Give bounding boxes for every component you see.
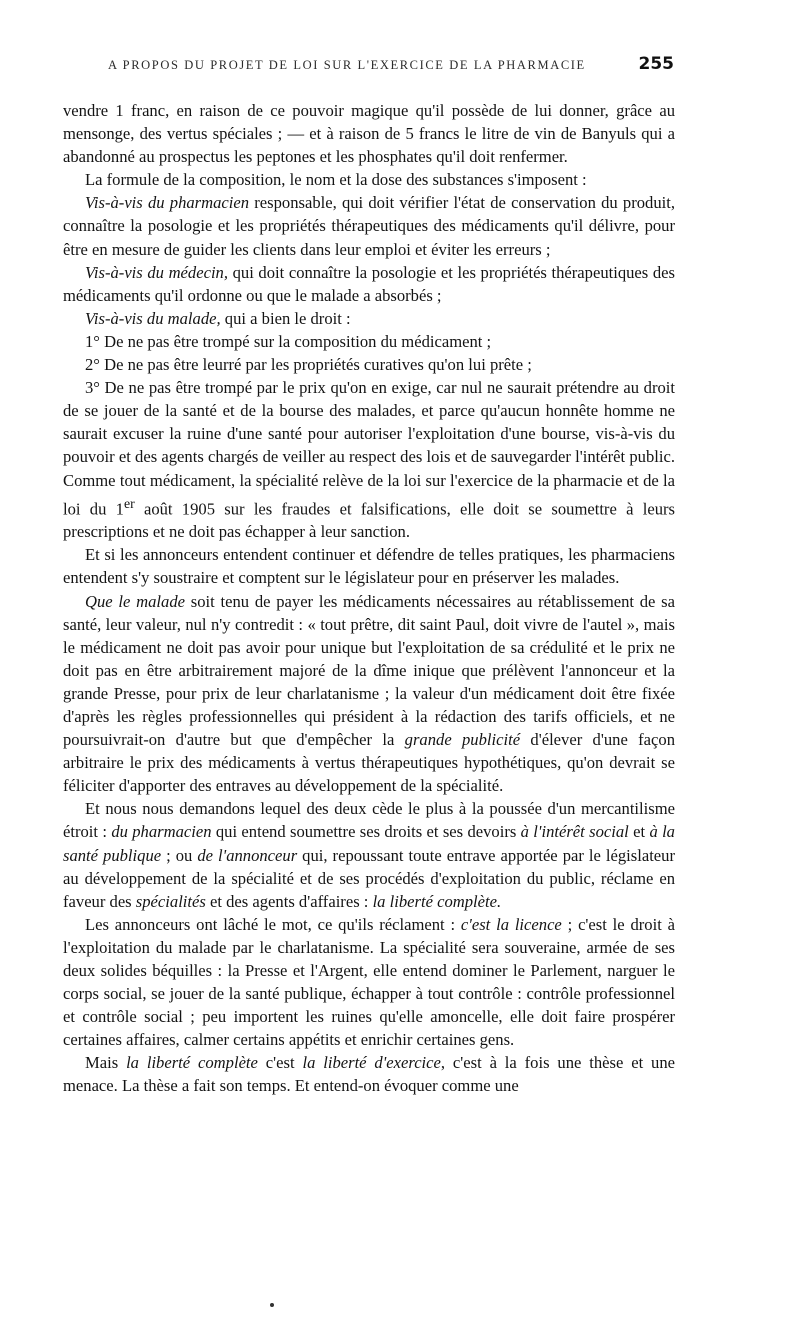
paragraph-licence [63, 913, 675, 1052]
emphasis: spécialités [135, 891, 206, 911]
emphasis: Vis-à-vis du médecin, [85, 262, 228, 282]
emphasis: Que le malade [85, 591, 185, 611]
emphasis: de l'annonceur [197, 845, 298, 865]
emphasis: grande publicité [404, 730, 521, 750]
text-run: ; ou [161, 845, 198, 865]
paragraph-liberte-complete [63, 1051, 675, 1097]
paragraph-vis-a-vis-malade [63, 307, 675, 330]
emphasis: à l'intérêt social [520, 822, 629, 842]
text-run: , c'est à la fois une thèse et une menace. La thèse a fait son temps. Et entend-on évoquer comme une [63, 1053, 675, 1096]
text-run: août 1905 sur les fraudes et falsifications, elle doit se soumettre à leurs prescriptions et ne doit pas échapper à leur sanction. [63, 499, 675, 542]
page-number: 255 [638, 54, 674, 74]
emphasis: c'est la licence [460, 914, 562, 934]
body-text [63, 99, 675, 1098]
list-item-1: 1° De ne pas être trompé sur la composition du médicament ; [85, 331, 492, 351]
paragraph-que-le-malade [63, 590, 675, 798]
emphasis: Vis-à-vis du malade, [85, 308, 221, 328]
emphasis: la liberté complète. [372, 891, 502, 911]
text-run: qui doit connaître la posologie et les propriétés thérapeutiques des médicaments qu'il ordonne ou que le malade a absorbés ; [63, 262, 675, 305]
emphasis: à la santé publique [63, 822, 675, 865]
paragraph-vis-a-vis-medecin [63, 261, 675, 307]
text-run: 3° De ne pas être trompé par le prix qu'on en exige, car nul ne saurait prétendre au droit de se jouer de la santé et de la bourse des malades, et parce qu'aucun honnête homme ne saurait excuser la ruine d'une santé pour autoriser l'exploitation d'une bourse, vis-à-vis du pouvoir et des agents chargés de veiller au respect des lois et de sauvegarder l'intérêt public. Comme tout médicament, la spécialité relève de la loi sur l'exercice de la pharmacie et de la loi du 1 [63, 378, 675, 519]
paragraph-vis-a-vis-pharmacien [63, 191, 675, 260]
text-run: ; c'est le droit à l'exploitation du malade par le charlatanisme. La spécialité sera souveraine, armée de ses deux solides béquilles : la Presse et l'Argent, elle entend dominer le Parlement, narguer le corps social, se jouer de la santé publique, échapper à tout contrôle : contrôle professionnel et contrôle social ; peu importent les ruines qu'elle amoncelle, elle doit faire prospérer certaines affaires, calmer certains appétits et enrichir certaines gens. [63, 914, 676, 1050]
text-run: soit tenu de payer les médicaments nécessaires au rétablissement de sa santé, leur valeur, nul n'y contredit : « tout prêtre, dit saint Paul, doit vivre de l'autel », mais le médicament ne doit pas avoir pour unique but l'exploitation de sa crédulité et le prix ne doit pas en être arbitrairement majoré de la dîme inique que prélèvent l'annonceur et la grande Presse, pour prix de leur charlatanisme ; la valeur d'un médicament doit être fixée d'après les règles professionnelles qui président à la rédaction des tarifs officiels, et ne poursuivrait-on d'autre but que d'empêcher la [63, 591, 675, 750]
emphasis: Vis-à-vis du pharmacien [85, 193, 250, 213]
list-item-2: 2° De ne pas être leurré par les propriétés curatives qu'on lui prête ; [85, 355, 532, 375]
list-item-3 [63, 376, 675, 543]
emphasis: la liberté complète [126, 1053, 258, 1073]
stray-mark [270, 1303, 274, 1307]
superscript: er [123, 495, 135, 511]
paragraph-continuation: vendre 1 franc, en raison de ce pouvoir magique qu'il possède de lui donner, grâce au mensonge, des vertus spéciales ; — et à raison de 5 francs le litre de vin de Banyuls qui a abandonné au prospectus les peptones et les phosphates qu'il doit renfermer. [63, 101, 675, 167]
text-run: qui, repoussant toute entrave apportée par le législateur au développement de la spécialité et de ses procédés d'exploitation du public, réclame en faveur des [63, 845, 675, 911]
text-run: d'élever d'une façon arbitraire le prix des médicaments à vertus thérapeutiques hypothétiques, qu'on devrait se féliciter d'apporter des entraves au développement de la spécialité. [63, 730, 675, 796]
running-head: A PROPOS DU PROJET DE LOI SUR L'EXERCICE DE LA PHARMACIE [108, 58, 586, 72]
text-run: et [628, 822, 650, 842]
text-run: qui entend soumettre ses droits et ses devoirs [211, 822, 521, 842]
text-run: qui a bien le droit : [220, 308, 351, 328]
text-run: et des agents d'affaires : [205, 891, 373, 911]
page-header [108, 54, 674, 78]
text-run: Mais [85, 1053, 127, 1073]
paragraph-annonceurs: Et si les annonceurs entendent continuer et défendre de telles pratiques, les pharmaciens entendent s'y soustraire et comptent sur le législateur pour en préserver les malades. [63, 545, 675, 588]
emphasis: du pharmacien [111, 822, 212, 842]
text-run: Les annonceurs ont lâché le mot, ce qu'ils réclament : [85, 914, 461, 934]
emphasis: la liberté d'exercice [302, 1053, 441, 1073]
text-run: Et nous nous demandons lequel des deux cède le plus à la poussée d'un mercantilisme étroit : [63, 799, 675, 842]
paragraph-mercantilisme [63, 797, 675, 912]
paragraph-formule: La formule de la composition, le nom et la dose des substances s'imposent : [85, 170, 587, 190]
text-run: responsable, qui doit vérifier l'état de conservation du produit, connaître la posologie et les propriétés thérapeutiques des médicaments qu'il délivre, pour être en mesure de guider les clients dans leur emploi et éviter les erreurs ; [63, 193, 675, 259]
text-run: c'est [257, 1053, 303, 1073]
